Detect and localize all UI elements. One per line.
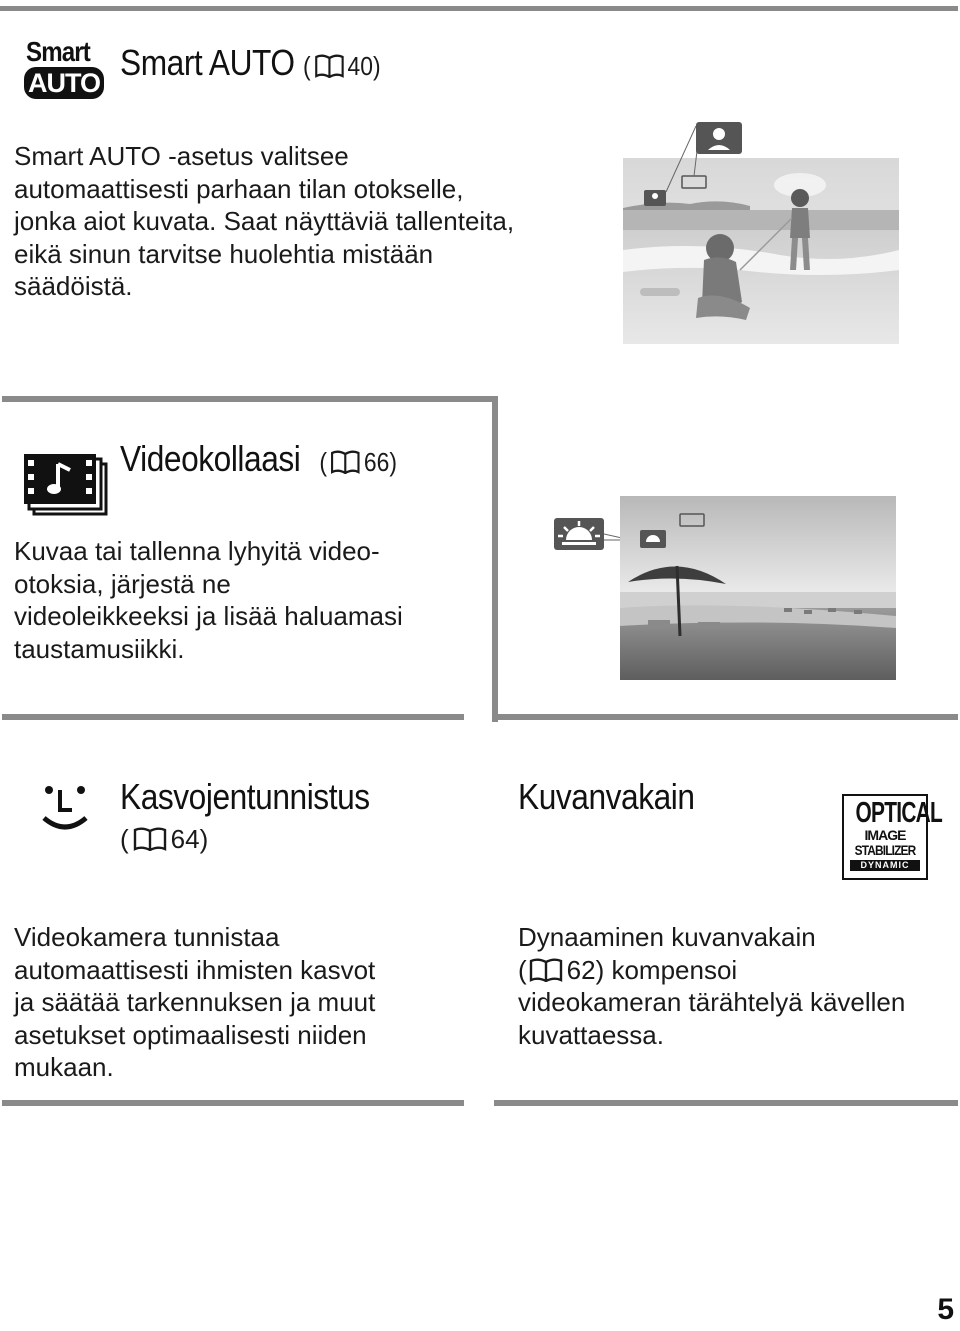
smart-auto-title <box>120 42 381 84</box>
text-line: asetukset optimaalisesti niiden <box>14 1019 367 1050</box>
ref-open: ( <box>120 824 129 854</box>
book-icon <box>314 54 344 78</box>
logo-line: IMAGE <box>864 827 906 843</box>
stabilizer-body <box>518 921 905 1051</box>
video-collage-body <box>14 535 403 665</box>
ref-open: ( <box>319 447 327 477</box>
smart-auto-body <box>14 140 514 303</box>
face-detection-ref <box>120 824 208 855</box>
video-collage-title-text: Videokollaasi <box>120 438 301 479</box>
logo-line: OPTICAL <box>855 797 943 829</box>
text-line: otoksia, järjestä ne <box>14 568 231 599</box>
beach-umbrella-photo <box>604 496 896 680</box>
text-line: automaattisesti parhaan tilan otokselle, <box>14 173 464 204</box>
face-detection-body <box>14 921 375 1084</box>
stabilizer-title: Kuvanvakain <box>518 776 695 817</box>
text-line: Smart AUTO -asetus valitsee <box>14 141 349 171</box>
text-line: kuvattaessa. <box>518 1019 664 1050</box>
face-detection-title: Kasvojentunnistus <box>120 776 370 817</box>
text-line: automaattisesti ihmisten kasvot <box>14 954 376 985</box>
text-line-with-ref <box>518 954 905 987</box>
ref-page: 64) <box>170 824 209 854</box>
video-collage-ref <box>319 447 397 477</box>
video-collage-title <box>120 438 397 480</box>
ref-page: 40) <box>347 51 381 81</box>
text-line: eikä sinun tarvitse huolehtia mistään <box>14 238 434 269</box>
logo-line: STABILIZER <box>854 842 916 858</box>
text-line: taustamusiikki. <box>14 633 185 664</box>
beach-children-photo <box>620 120 900 344</box>
collage-top-rule <box>2 396 498 402</box>
ref-open: ( <box>302 51 311 81</box>
text-line: ja säätää tarkennuksen ja muut <box>14 987 376 1017</box>
collage-right-rule <box>492 396 498 722</box>
ref-rest: 62) kompensoi <box>566 954 738 985</box>
ref-page: 66) <box>363 447 397 477</box>
video-collage-icon <box>24 454 108 516</box>
smart-auto-logo <box>24 36 108 102</box>
text-line: Kuvaa tai tallenna lyhyitä video- <box>14 536 380 566</box>
page-number: 5 <box>937 1293 954 1326</box>
smart-auto-logo-bottom: AUTO <box>24 67 104 99</box>
ref-open: ( <box>518 954 527 985</box>
collage-bottom-left-rule <box>2 714 464 720</box>
top-rule <box>0 6 958 11</box>
text-line: jonka aiot kuvata. Saat näyttäviä tallenteita, <box>14 206 515 236</box>
book-icon <box>133 827 167 851</box>
text-line: Dynaaminen kuvanvakain <box>518 922 816 952</box>
text-line: Videokamera tunnistaa <box>14 922 280 952</box>
text-line: videoleikkeeksi ja lisää haluamasi <box>14 601 403 631</box>
smart-auto-title-text: Smart AUTO <box>120 42 295 83</box>
text-line: säädöistä. <box>14 271 133 301</box>
sunset-scene-icon <box>554 518 606 552</box>
bottom-right-rule <box>494 1100 958 1106</box>
book-icon <box>330 450 360 474</box>
book-icon <box>529 958 563 982</box>
face-detection-icon <box>40 782 90 834</box>
collage-bottom-right-rule <box>492 714 958 720</box>
text-line: mukaan. <box>14 1052 114 1082</box>
smart-auto-logo-top: Smart <box>26 36 90 67</box>
bottom-left-rule <box>2 1100 464 1106</box>
logo-line: DYNAMIC <box>850 860 920 871</box>
smart-auto-ref <box>303 51 381 81</box>
optical-image-stabilizer-logo <box>842 794 943 880</box>
text-line: videokameran tärähtelyä kävellen <box>518 987 906 1017</box>
